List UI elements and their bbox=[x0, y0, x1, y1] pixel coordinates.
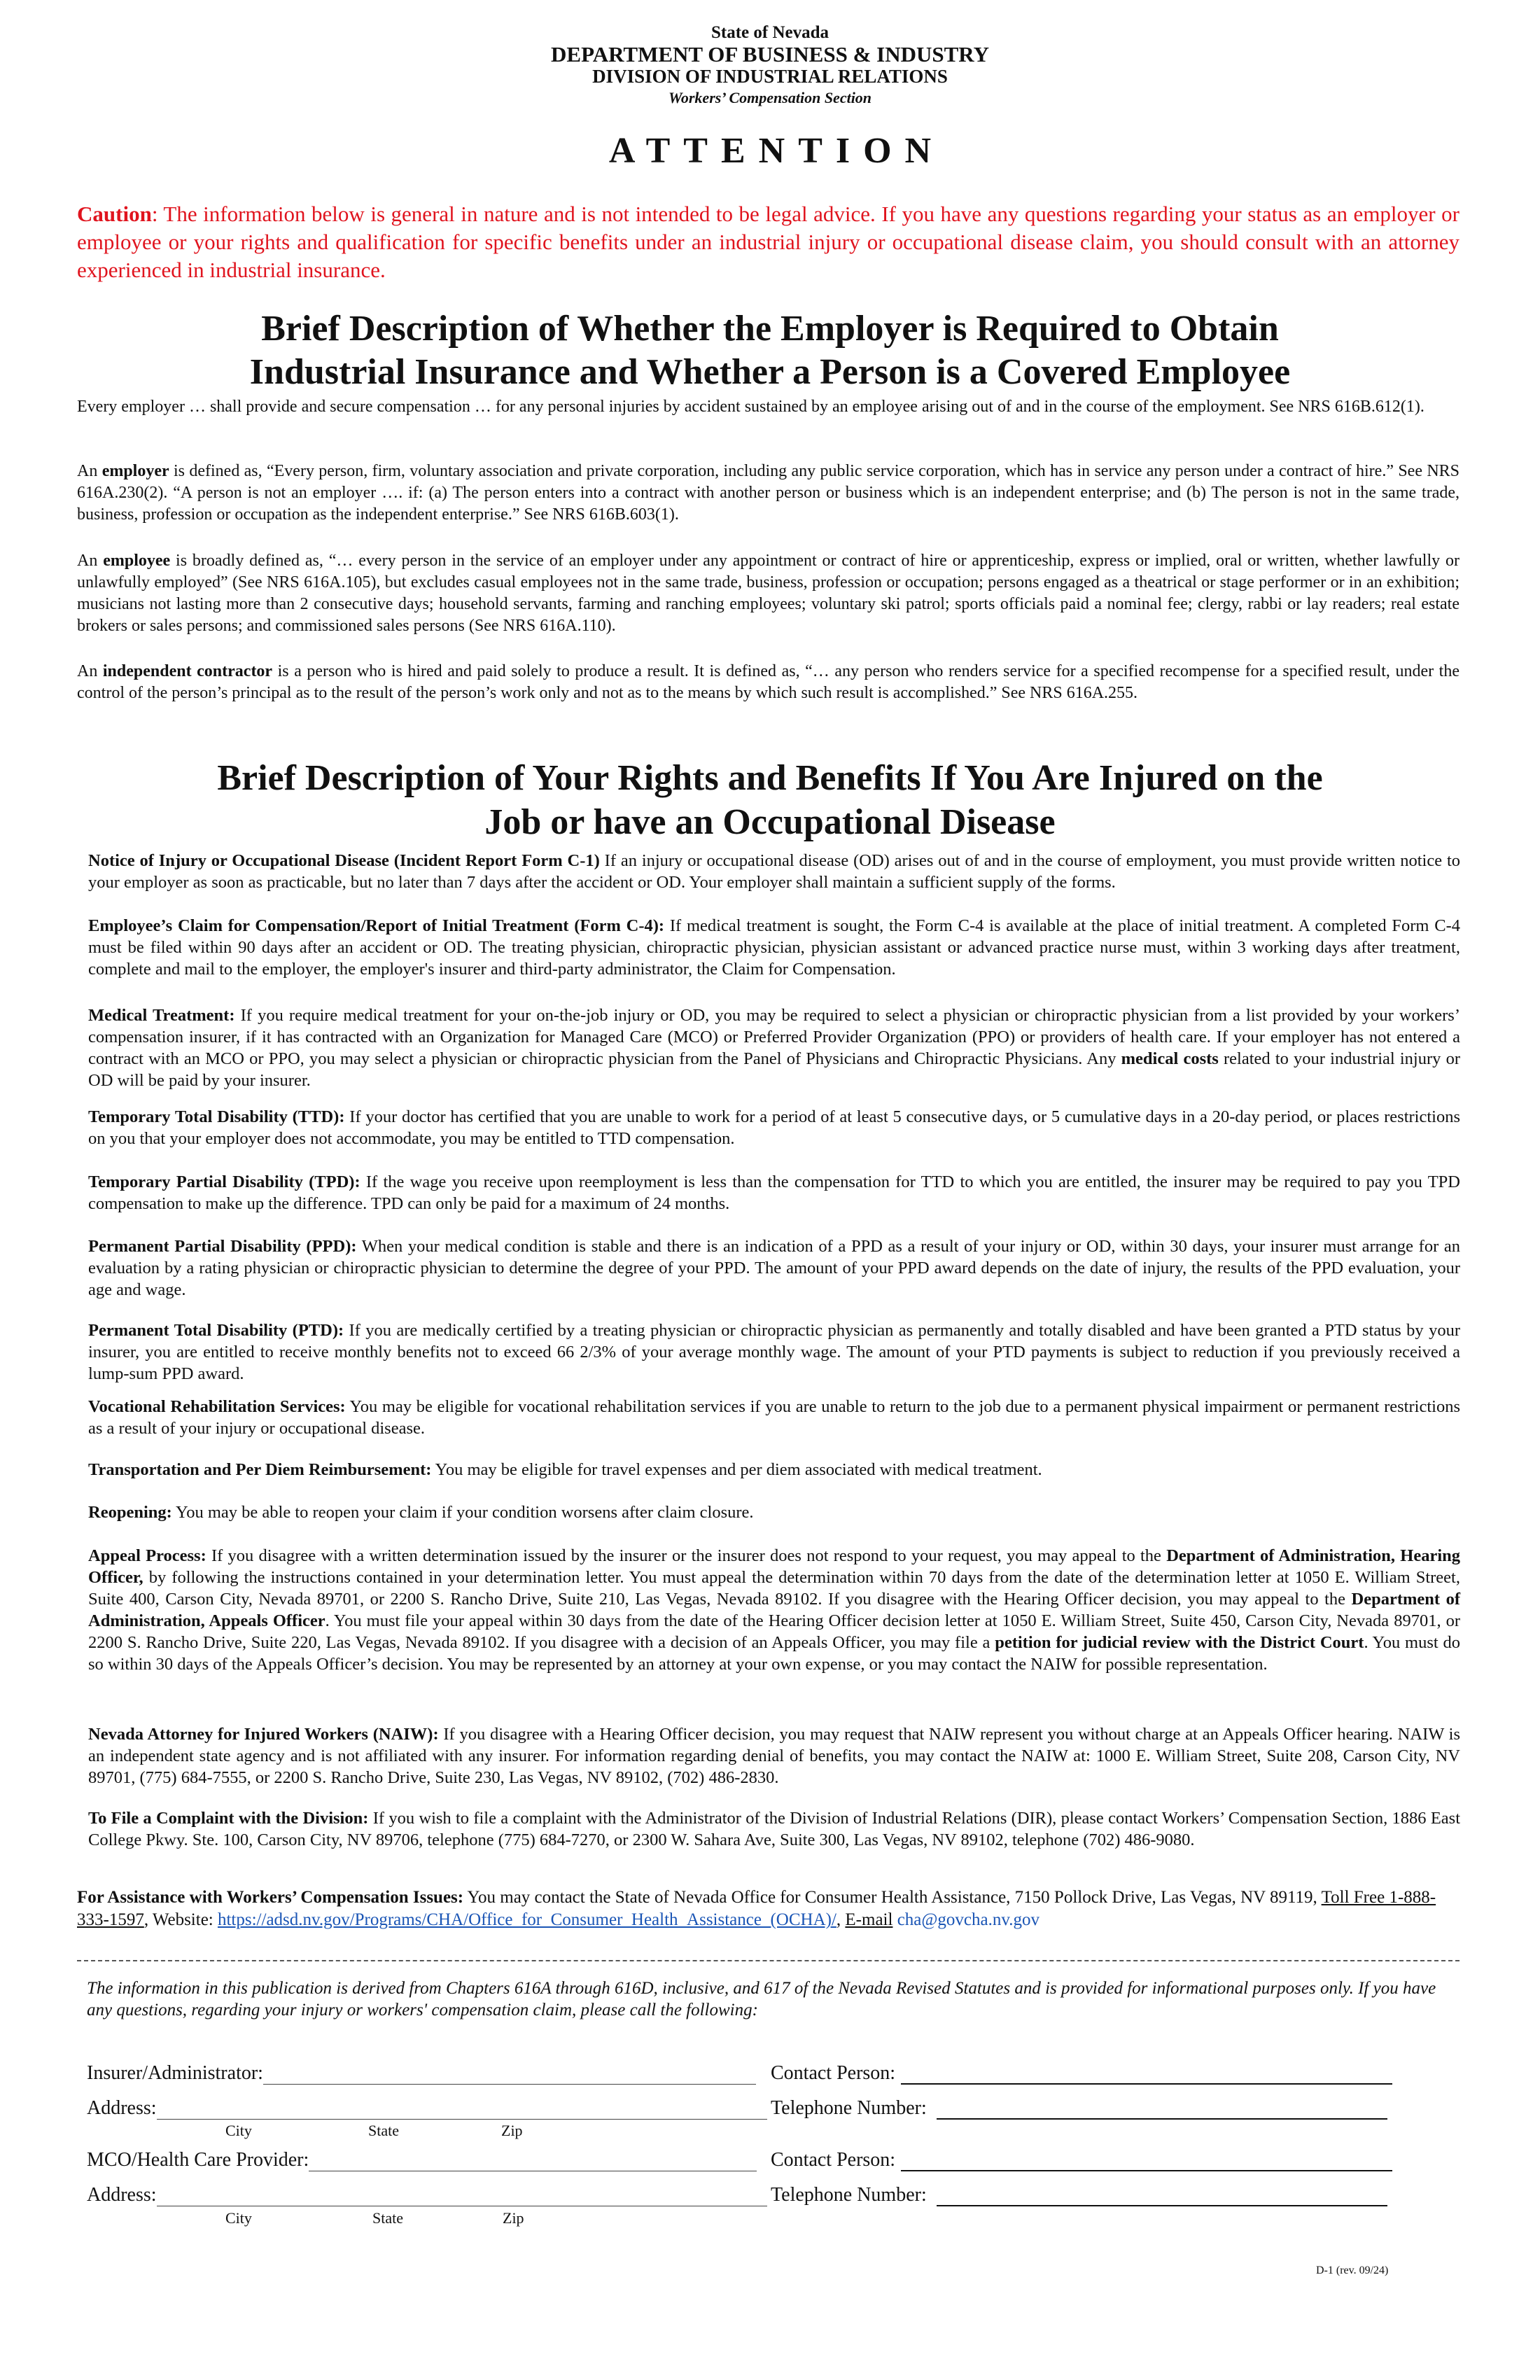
attention-title: ATTENTION bbox=[608, 131, 945, 171]
item-file-complaint: To File a Complaint with the Division: If you wish to file a complaint with the Administrator of the Division of Industrial Relations (DIR), please contact Workers’ Compensation Section, 1886 East College Pkwy. Ste. 100, Carson City, NV 89706, telephone (775) 684-7270, or 2300 W. Sahara Ave, Suite 300, Las Vegas, NV 89102, telephone (702) 486-9080. bbox=[88, 1809, 1460, 1849]
caution-label: Caution bbox=[77, 202, 152, 226]
item-label: Medical Treatment: bbox=[88, 1006, 235, 1025]
item-ptd: Permanent Total Disability (PTD): If you are medically certified by a treating physician or chiropractic physician as permanently and totally disabled and have been granted a PTD status by your insurer, you are entitled to receive monthly benefits not to exceed 66 2/3% of your average monthly wage. The amount of your PTD payments is subject to reduction if you previously received a lump-sum PPD award. bbox=[88, 1321, 1460, 1383]
item-label: To File a Complaint with the Division: bbox=[88, 1809, 369, 1828]
item-label: Temporary Partial Disability (TPD): bbox=[88, 1172, 360, 1191]
contact-person-field-1[interactable]: Contact Person: bbox=[771, 2062, 1392, 2085]
section1-title-line2: Industrial Insurance and Whether a Person is a Covered Employee bbox=[249, 352, 1291, 392]
item-tpd: Temporary Partial Disability (TPD): If the wage you receive upon reemployment is less than the compensation for TTD to which you are entitled, the insurer may be required to pay you TPD compensation to make up the difference. TPD can only be paid for a maximum of 24 months. bbox=[88, 1172, 1460, 1213]
header-division: DIVISION OF INDUSTRIAL RELATIONS bbox=[592, 66, 948, 87]
item-label: Permanent Total Disability (PTD): bbox=[88, 1321, 344, 1340]
assistance-paragraph: For Assistance with Workers’ Compensation Issues: You may contact the State of Nevada Office for Consumer Health Assistance, 7150 Pollock Drive, Las Vegas, NV 89119, Toll Free 1-888-333-1597, Website: https://adsd.nv.gov/Programs/CHA/Office_for_Consumer_Health_Assistance_(OCHA)/, E-mail cha@govcha.nv.gov bbox=[77, 1888, 1436, 1929]
telephone-field-1[interactable]: Telephone Number: bbox=[771, 2097, 1387, 2120]
section2-title-line2: Job or have an Occupational Disease bbox=[484, 802, 1056, 842]
telephone-field-2[interactable]: Telephone Number: bbox=[771, 2184, 1387, 2206]
item-medical-treatment: Medical Treatment: If you require medical treatment for your on-the-job injury or OD, you may be required to select a physician or chiropractic physician from a list provided by your workers’ compensation insurer, if it has contracted with an Organization for Managed Care (MCO) or Preferred Provider Organization (PPO) or providers of health care. If your employer has not entered a contract with an MCO or PPO, you may select a physician or chiropractic physician from the Panel of Physicians and Chiropractic Physicians. Any medical costs related to your industrial injury or OD will be paid by your insurer. bbox=[88, 1006, 1460, 1090]
mco-provider-field[interactable]: MCO/Health Care Provider: bbox=[87, 2149, 757, 2171]
section1-paragraph-compensation: Every employer … shall provide and secure compensation … for any personal injuries by accident sustained by an employee arising out of and in the course of the employment. See NRS 616B.612(1). bbox=[77, 398, 1424, 416]
item-label: Transportation and Per Diem Reimbursement: bbox=[88, 1460, 432, 1479]
item-label: Employee’s Claim for Compensation/Report of Initial Treatment (Form C-4): bbox=[88, 916, 665, 935]
item-label: Permanent Partial Disability (PPD): bbox=[88, 1237, 357, 1256]
item-label: Nevada Attorney for Injured Workers (NAIW): bbox=[88, 1725, 439, 1744]
email-link[interactable]: cha@govcha.nv.gov bbox=[897, 1910, 1040, 1929]
contact-person-field-2[interactable]: Contact Person: bbox=[771, 2149, 1392, 2171]
term-employee: employee bbox=[103, 552, 171, 570]
term-independent-contractor: independent contractor bbox=[102, 662, 273, 680]
caution-notice bbox=[77, 200, 1460, 284]
item-vocational-rehabilitation: Vocational Rehabilitation Services: You may be eligible for vocational rehabilitation services if you are unable to return to the job due to a permanent physical impairment or permanent restrictions as a result of your injury or occupational disease. bbox=[88, 1397, 1460, 1438]
zip-caption: Zip bbox=[503, 2209, 524, 2227]
form-code: D-1 (rev. 09/24) bbox=[1316, 2264, 1389, 2276]
section1-paragraph-contractor: An independent contractor is a person who is hired and paid solely to produce a result. It is defined as, “… any person who renders service for a specified recompense for a specified result, under the control of the person’s principal as to the result of the person’s work only and not as to the means by which such result is accomplished.” See NRS 616A.255. bbox=[77, 662, 1460, 702]
header-section: Workers’ Compensation Section bbox=[668, 89, 872, 106]
state-caption: State bbox=[372, 2209, 403, 2227]
item-ppd: Permanent Partial Disability (PPD): When your medical condition is stable and there is an indication of a PPD as a result of your injury or OD, within 30 days, your insurer must arrange for an evaluation by a rating physician or chiropractic physician to determine the degree of your PPD. The amount of your PPD award depends on the date of injury, the results of the PPD evaluation, your age and wage. bbox=[88, 1237, 1460, 1299]
item-label: Vocational Rehabilitation Services: bbox=[88, 1397, 346, 1416]
city-caption: City bbox=[225, 2122, 252, 2139]
item-naiw: Nevada Attorney for Injured Workers (NAIW): If you disagree with a Hearing Officer decision, you may request that NAIW represent you without charge at an Appeals Officer hearing. NAIW is an independent state agency and is not affiliated with any insurer. For information regarding denial of benefits, you may contact the NAIW at: 1000 E. William Street, Suite 208, Carson City, NV 89701, (775) 684-7555, or 2200 S. Rancho Drive, Suite 230, Las Vegas, NV 89102, (702) 486-2830. bbox=[88, 1725, 1461, 1787]
address-field-1[interactable]: Address: bbox=[87, 2097, 767, 2120]
header-state: State of Nevada bbox=[710, 23, 830, 42]
section1-paragraph-employee: An employee is broadly defined as, “… every person in the service of an employer under any appointment or contract of hire or apprenticeship, express or implied, oral or written, whether lawfully or unlawfully employed” (See NRS 616A.105), but excludes casual employees not in the same trade, business, profession or occupation; persons engaged as a theatrical or stage performer or in an exhibition; musicians not lasting more than 2 consecutive days; household servants, farming and ranching employees; voluntary ski patrol; sports officials paid a nominal fee; clergy, rabbi or lay readers; real estate brokers or sales persons; and commissioned sales persons (See NRS 616A.110). bbox=[77, 552, 1460, 635]
item-notice-of-injury: Notice of Injury or Occupational Disease (Incident Report Form C-1) If an injury or occupational disease (OD) arises out of and in the course of employment, you must provide written notice to your employer as soon as practicable, but no later than 7 days after the accident or OD. Your employer shall maintain a sufficient supply of the forms. bbox=[88, 851, 1461, 892]
divider-line bbox=[77, 1960, 1460, 1961]
term-employer: employer bbox=[102, 462, 169, 480]
caution-text: : The information below is general in nature and is not intended to be legal advice. If you have any questions regarding your status as an employer or employee or your rights and qualification for specific benefits under an industrial injury or occupational disease claim, you should consult with an attorney experienced in industrial insurance. bbox=[77, 202, 1460, 282]
item-reopening: Reopening: You may be able to reopen your claim if your condition worsens after claim closure. bbox=[88, 1503, 754, 1522]
item-label: Appeal Process: bbox=[88, 1546, 206, 1565]
item-ttd: Temporary Total Disability (TTD): If your doctor has certified that you are unable to work for a period of at least 5 consecutive days, or 5 cumulative days in a 20-day period, or places restrictions on you that your employer does not accommodate, you may be entitled to TTD compensation. bbox=[88, 1107, 1460, 1148]
zip-caption: Zip bbox=[501, 2122, 523, 2139]
toll-free-number[interactable]: Toll Free 1-888-333-1597 bbox=[77, 1888, 1436, 1929]
item-label: Temporary Total Disability (TTD): bbox=[88, 1107, 345, 1126]
assistance-label: For Assistance with Workers’ Compensation Issues: bbox=[77, 1888, 464, 1907]
informational-note: The information in this publication is derived from Chapters 616A through 616D, inclusive, and 617 of the Nevada Revised Statutes and is provided for informational purposes only. If you have any questions, regarding your injury or workers' compensation claim, please call the following: bbox=[87, 1979, 1436, 2019]
city-caption: City bbox=[225, 2209, 252, 2227]
section1-title-line1: Brief Description of Whether the Employer is Required to Obtain bbox=[261, 309, 1279, 349]
item-appeal-process: Appeal Process: If you disagree with a written determination issued by the insurer or the insurer does not respond to your request, you may appeal to the Department of Administration, Hearing Officer, by following the instructions contained in your determination letter. You must appeal the determination within 70 days from the date of the determination letter at 1050 E. William Street, Suite 400, Carson City, Nevada 89701, or 2200 S. Rancho Drive, Suite 210, Las Vegas, Nevada 89102. If you disagree with the Hearing Officer decision, you may appeal to the Department of Administration, Appeals Officer. You must file your appeal within 30 days from the date of the Hearing Officer decision letter at 1050 E. William Street, Suite 450, Carson City, Nevada 89701, or 2200 S. Rancho Drive, Suite 220, Las Vegas, Nevada 89102. If you disagree with a decision of an Appeals Officer, you may file a petition for judicial review with the District Court. You must do so within 30 days of the Appeals Officer’s decision. You may be represented by an attorney at your own expense, or you may contact the NAIW for possible representation. bbox=[88, 1546, 1461, 1674]
website-link[interactable]: https://adsd.nv.gov/Programs/CHA/Office_for_Consumer_Health_Assistance_(OCHA)/ bbox=[217, 1910, 836, 1929]
section1-paragraph-employer: An employer is defined as, “Every person, firm, voluntary association and private corporation, including any public service corporation, which has in service any person under a contract of hire.” See NRS 616A.230(2). “A person is not an employer …. if: (a) The person enters into a contract with another person or business which is an independent enterprise; and (b) The person is not in the same trade, business, profession or occupation as the independent enterprise.” See NRS 616B.603(1). bbox=[77, 462, 1460, 524]
item-label: Notice of Injury or Occupational Disease (Incident Report Form C-1) bbox=[88, 851, 600, 870]
item-transportation: Transportation and Per Diem Reimbursement: You may be eligible for travel expenses and per diem associated with medical treatment. bbox=[88, 1460, 1042, 1479]
email-label: E-mail bbox=[845, 1910, 893, 1929]
item-label: Reopening: bbox=[88, 1503, 172, 1522]
header-department: DEPARTMENT OF BUSINESS & INDUSTRY bbox=[551, 42, 989, 66]
state-caption: State bbox=[368, 2122, 399, 2139]
section2-title-line1: Brief Description of Your Rights and Benefits If You Are Injured on the bbox=[217, 758, 1323, 798]
insurer-field[interactable]: Insurer/Administrator: bbox=[87, 2062, 756, 2085]
address-field-2[interactable]: Address: bbox=[87, 2184, 767, 2206]
item-claim-form-c4: Employee’s Claim for Compensation/Report of Initial Treatment (Form C-4): If medical treatment is sought, the Form C-4 is available at the place of initial treatment. A completed Form C-4 must be filed within 90 days after an accident or OD. The treating physician, chiropractic physician, physician assistant or advanced practice nurse must, within 3 working days after treatment, complete and mail to the employer, the employer's insurer and third-party administrator, the Claim for Compensation. bbox=[88, 916, 1461, 979]
